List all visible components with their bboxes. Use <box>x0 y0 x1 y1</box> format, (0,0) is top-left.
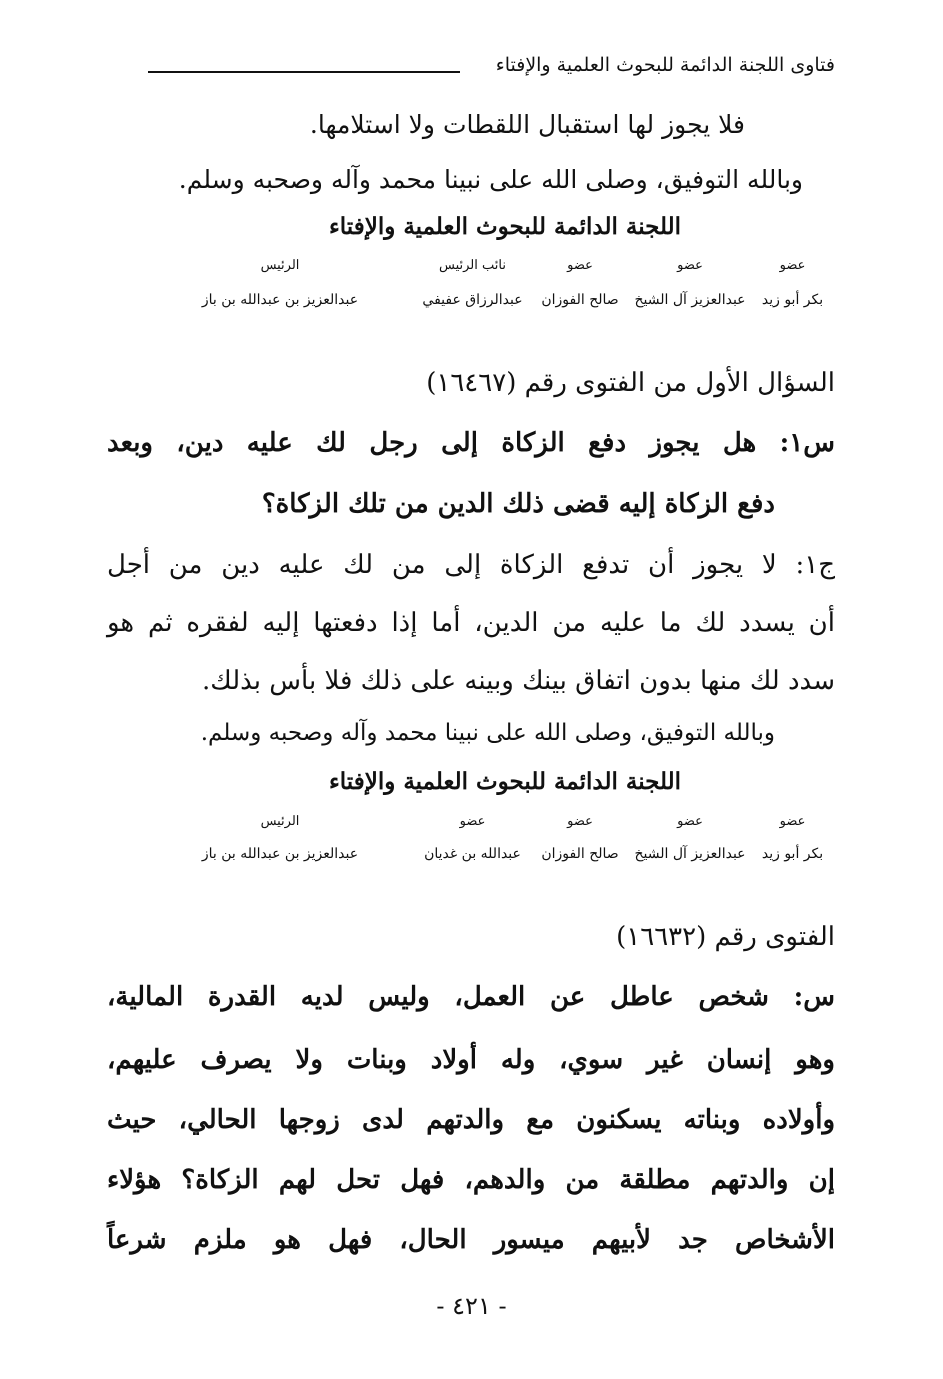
fatwa-1-role-3: عضو <box>567 814 593 829</box>
fatwa-2-question-line-1: س: شخص عاطل عن العمل، وليس لديه القدرة المالية، <box>107 982 835 1012</box>
prev-role-6: الرئيس <box>260 258 300 273</box>
prev-role-1: عضو <box>779 258 806 273</box>
prev-name-6: عبدالعزيز بن عبدالله بن باز <box>201 292 359 308</box>
fatwa-2-question-line-5: الأشخاص جد لأبيهم ميسور الحال، فهل هو ملزم شرعاً <box>107 1225 835 1255</box>
header-rule <box>148 71 460 73</box>
fatwa-1-answer-line-1: ج١: لا يجوز أن تدفع الزكاة إلى من لك عليه دين من أجل <box>107 550 835 580</box>
fatwa-1-name-5 <box>375 846 415 862</box>
fatwa-1-name-6: عبدالعزيز بن عبدالله بن باز <box>201 846 359 862</box>
prev-name-5 <box>375 292 415 308</box>
fatwa-1-question-line-2: دفع الزكاة إليه قضى ذلك الدين من تلك الزكاة؟ <box>261 489 775 519</box>
prev-name-2: عبدالعزيز آل الشيخ <box>634 292 746 308</box>
fatwa-1-answer-line-3: سدد لك منها بدون اتفاق بينك وبينه على ذلك فلا بأس بذلك. <box>202 666 835 696</box>
prev-committee-title: اللجنة الدائمة للبحوث العلمية والإفتاء <box>328 213 681 240</box>
prev-signature-names <box>150 292 835 308</box>
fatwa-1-name-1: بكر أبو زيد <box>761 846 824 862</box>
fatwa-2-question-line-4: إن والدتهم مطلقة من والدهم، فهل تحل لهم الزكاة؟ هؤلاء <box>107 1165 835 1195</box>
fatwa-1-signature-names <box>150 846 835 862</box>
fatwa-1-name-4: عبدالله بن غديان <box>424 846 521 862</box>
fatwa-1-role-6: الرئيس <box>260 814 300 829</box>
prev-name-3: صالح الفوزان <box>541 292 619 308</box>
fatwa-1-committee-title: اللجنة الدائمة للبحوث العلمية والإفتاء <box>328 768 681 795</box>
fatwa-2-heading: الفتوى رقم (١٦٦٣٢) <box>616 922 835 952</box>
fatwa-1-closing: وبالله التوفيق، وصلى الله على نبينا محمد وآله وصحبه وسلم. <box>200 720 775 746</box>
prev-role-2: عضو <box>677 258 703 273</box>
fatwa-1-question-line-1: س١: هل يجوز دفع الزكاة إلى رجل لك عليه دين، وبعد <box>107 428 835 458</box>
prev-role-4: نائب الرئيس <box>439 258 506 273</box>
fatwa-1-name-2: عبدالعزيز آل الشيخ <box>634 846 746 862</box>
fatwa-1-role-4: عضو <box>459 814 486 829</box>
prev-name-1: بكر أبو زيد <box>761 292 824 308</box>
fatwa-1-role-1: عضو <box>779 814 806 829</box>
prev-text-line: فلا يجوز لها استقبال اللقطات ولا استلامها. <box>309 110 745 139</box>
fatwa-2-question-line-3: وأولاده وبناته يسكنون مع والدتهم لدى زوجها الحالي، حيث <box>107 1105 835 1135</box>
prev-closing: وبالله التوفيق، وصلى الله على نبينا محمد وآله وصحبه وسلم. <box>178 165 803 194</box>
prev-role-5 <box>375 258 415 273</box>
fatwa-1-role-5 <box>375 814 415 829</box>
fatwa-1-signature-roles <box>150 814 835 829</box>
fatwa-1-name-3: صالح الفوزان <box>541 846 619 862</box>
fatwa-1-answer-line-2: أن يسدد لك ما عليه من الدين، أما إذا دفعتها إليه لفقره ثم هو <box>107 608 835 638</box>
running-header-title: فتاوى اللجنة الدائمة للبحوث العلمية والإفتاء <box>495 54 835 76</box>
fatwa-1-heading: السؤال الأول من الفتوى رقم (١٦٤٦٧) <box>426 368 835 398</box>
prev-role-3: عضو <box>567 258 593 273</box>
fatwa-1-role-2: عضو <box>677 814 703 829</box>
prev-signature-roles <box>150 258 835 273</box>
page-number: - ٤٢١ - <box>436 1292 507 1320</box>
prev-name-4: عبدالرزاق عفيفي <box>422 292 523 308</box>
fatwa-2-question-line-2: وهو إنسان غير سوي، وله أولاد وبنات ولا يصرف عليهم، <box>107 1045 835 1075</box>
